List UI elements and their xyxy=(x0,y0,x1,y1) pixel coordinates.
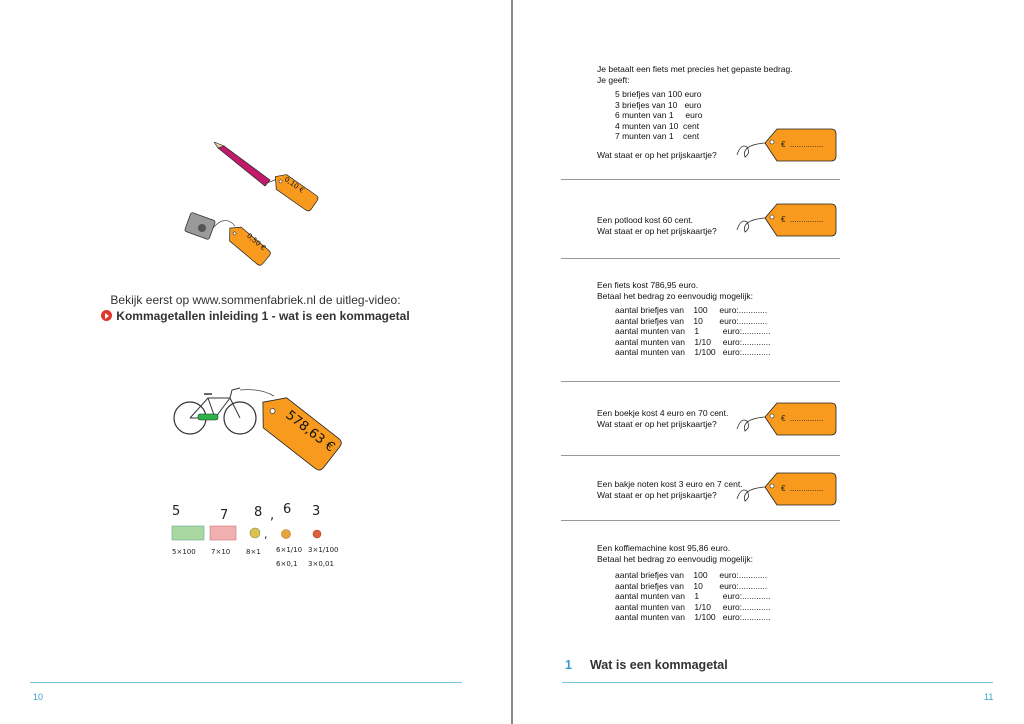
answer-row[interactable]: aantal munten van 1/10 euro:............ xyxy=(615,336,771,347)
exercise-text: Betaal het bedrag zo eenvoudig mogelijk: xyxy=(597,553,753,564)
video-intro-text: Bekijk eerst op www.sommenfabriek.nl de uitleg-video: xyxy=(110,293,401,307)
banknote-100-icon xyxy=(172,526,204,540)
answer-row[interactable]: aantal munten van 1/10 euro:............ xyxy=(615,601,771,612)
play-icon[interactable] xyxy=(101,310,112,321)
money-label-tenths-decimal: 6×0,1 xyxy=(276,560,298,568)
money-label-hundredths: 3×1/100 xyxy=(308,546,339,554)
list-item: 3 briefjes van 10 euro xyxy=(615,99,702,110)
digit-ones: 8 xyxy=(254,505,263,520)
money-label-tenths: 6×1/10 xyxy=(276,546,303,554)
chapter-title: Wat is een kommagetal xyxy=(589,658,728,672)
list-item: 6 munten van 1 euro xyxy=(615,110,703,120)
list-item: 7 munten van 1 cent xyxy=(615,131,700,141)
page-number: 10 xyxy=(33,692,44,702)
left-page xyxy=(0,0,511,724)
price-tag-answer[interactable]: € ............... xyxy=(781,140,824,149)
coin-1-euro-icon xyxy=(250,528,260,538)
coin-10-cent-icon xyxy=(282,530,291,539)
digit-tens: 7 xyxy=(220,508,229,523)
video-link[interactable] xyxy=(0,309,511,323)
exercise-2 xyxy=(597,215,717,236)
page-number: 11 xyxy=(984,692,994,702)
exercise-3 xyxy=(597,280,770,358)
exercise-text: Een potlood kost 60 cent. xyxy=(597,215,693,225)
sharpener-price-tag-label: 0,50 € xyxy=(245,231,268,253)
chapter-heading xyxy=(565,658,728,672)
answer-row[interactable]: aantal munten van 1/100 euro:............ xyxy=(615,612,771,622)
footer-rule xyxy=(562,682,993,683)
coin-1-cent-icon xyxy=(313,530,321,538)
money-label-tens: 7×10 xyxy=(211,548,231,556)
answer-row[interactable]: aantal briefjes van 10 euro:............ xyxy=(615,315,768,326)
exercise-text: Een koffiemachine kost 95,86 euro. xyxy=(597,543,731,553)
pencil-illustration xyxy=(210,142,320,212)
price-tag-answer[interactable]: € ............... xyxy=(781,484,824,493)
money-label-hundredths-decimal: 3×0,01 xyxy=(308,560,334,568)
exercise-text: Je geeft: xyxy=(597,74,630,85)
digit-tenths: 6 xyxy=(283,502,292,517)
exercise-5 xyxy=(597,479,743,500)
money-row xyxy=(170,524,330,544)
exercise-question: Wat staat er op het prijskaartje? xyxy=(597,418,717,429)
sharpener-illustration xyxy=(183,208,283,270)
divider xyxy=(561,381,840,382)
list-item: 5 briefjes van 100 euro xyxy=(615,89,702,99)
exercise-question: Wat staat er op het prijskaartje? xyxy=(597,225,717,236)
answer-row[interactable]: aantal munten van 1 euro:............ xyxy=(615,591,771,601)
exercise-text: Betaal het bedrag zo eenvoudig mogelijk: xyxy=(597,290,753,301)
right-page xyxy=(513,0,1024,724)
answer-row[interactable]: aantal briefjes van 10 euro:............ xyxy=(615,580,768,591)
answer-row[interactable]: aantal briefjes van 100 euro:............ xyxy=(615,570,768,580)
money-label-hundreds: 5×100 xyxy=(172,548,196,556)
exercise-text: Een fiets kost 786,95 euro. xyxy=(597,280,699,290)
answer-row[interactable]: aantal munten van 1 euro:............ xyxy=(615,326,771,336)
exercise-4 xyxy=(597,408,728,429)
digit-hundredths: 3 xyxy=(312,504,321,519)
answer-row[interactable]: aantal munten van 1/100 euro:............ xyxy=(615,347,771,357)
divider xyxy=(561,455,840,456)
list-item: 4 munten van 10 cent xyxy=(615,120,700,131)
divider xyxy=(561,179,840,180)
exercise-text: Een bakje noten kost 3 euro en 7 cent. xyxy=(597,479,743,489)
exercise-question: Wat staat er op het prijskaartje? xyxy=(597,149,717,160)
chapter-number: 1 xyxy=(565,658,572,672)
exercise-question: Wat staat er op het prijskaartje? xyxy=(597,489,717,500)
answer-row[interactable]: aantal briefjes van 100 euro:............ xyxy=(615,305,768,315)
exercise-text: Een boekje kost 4 euro en 70 cent. xyxy=(597,408,729,418)
digit-hundreds: 5 xyxy=(172,504,181,519)
divider xyxy=(561,520,840,521)
money-comma: , xyxy=(264,528,268,541)
footer-rule xyxy=(30,682,462,683)
banknote-10-icon xyxy=(210,526,236,540)
digit-comma: , xyxy=(270,508,275,523)
price-tag-answer[interactable]: € ............... xyxy=(781,215,824,224)
bike-price-tag-label: 578,63 € xyxy=(282,407,338,456)
divider xyxy=(561,258,840,259)
video-title[interactable]: Kommagetallen inleiding 1 - wat is een kommagetal xyxy=(116,309,410,323)
price-tag-answer[interactable]: € ............... xyxy=(781,414,824,423)
money-label-ones: 8×1 xyxy=(246,548,261,556)
exercise-text: Je betaalt een fiets met precies het gepaste bedrag. xyxy=(597,64,793,74)
bike-illustration xyxy=(170,378,365,478)
exercise-6 xyxy=(597,543,770,623)
pencil-price-tag-label: 0,10 € xyxy=(282,175,306,195)
